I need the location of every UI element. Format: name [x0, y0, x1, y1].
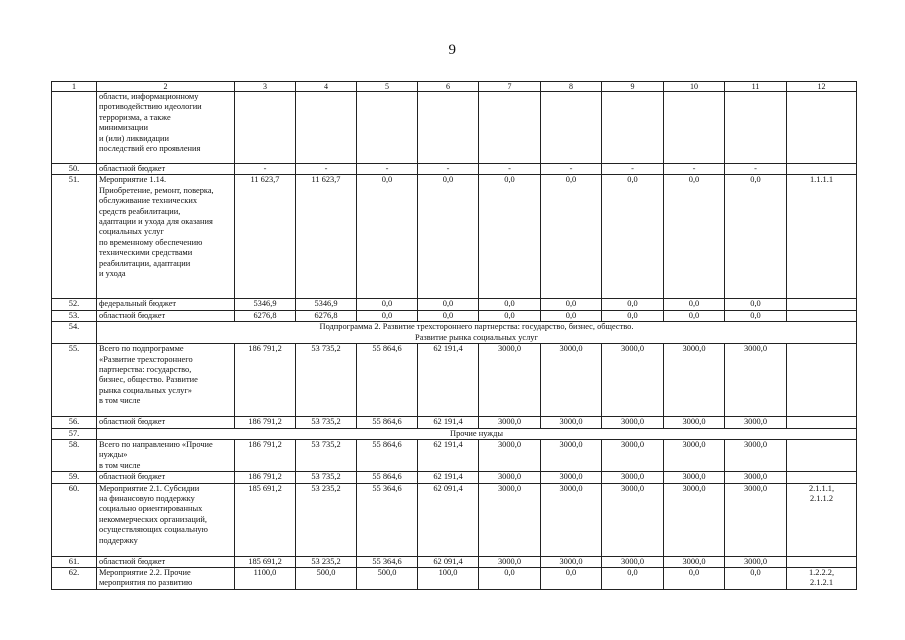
row-number: 50. [52, 164, 97, 175]
value-cell: 3000,0 [664, 440, 725, 472]
table-row [52, 428, 857, 439]
value-cell: 55 864,6 [357, 344, 418, 417]
value-cell: 500,0 [357, 568, 418, 590]
row-description: Мероприятие 2.1. Субсидии на финансовую поддержку социально ориентированных некоммерческих организаций, осуществляющих социальную поддержку [97, 483, 235, 556]
indicator-code [787, 417, 857, 428]
indicator-code [787, 299, 857, 310]
value-cell: 0,0 [725, 310, 787, 321]
value-cell: 3000,0 [541, 556, 602, 567]
row-description: области, информационному противодействию идеологии терроризма, а также минимизации и (или) ликвидации последствий его проявления [97, 92, 235, 164]
value-cell: 3000,0 [602, 344, 664, 417]
column-header: 3 [235, 82, 296, 92]
row-number: 58. [52, 440, 97, 472]
row-description: Мероприятие 2.2. Прочие мероприятия по развитию [97, 568, 235, 590]
row-number: 60. [52, 483, 97, 556]
column-header: 6 [418, 82, 479, 92]
value-cell: 0,0 [479, 568, 541, 590]
budget-table [51, 81, 857, 590]
row-number: 53. [52, 310, 97, 321]
indicator-code [787, 440, 857, 472]
value-cell: 3000,0 [602, 472, 664, 483]
value-cell: 3000,0 [479, 472, 541, 483]
value-cell: 5346,9 [296, 299, 357, 310]
section-heading: Прочие нужды [97, 428, 857, 439]
value-cell [725, 92, 787, 164]
value-cell: 0,0 [357, 299, 418, 310]
value-cell: 3000,0 [664, 417, 725, 428]
row-number: 59. [52, 472, 97, 483]
value-cell: 3000,0 [602, 440, 664, 472]
row-number [52, 92, 97, 164]
row-description: федеральный бюджет [97, 299, 235, 310]
row-description: областной бюджет [97, 164, 235, 175]
row-description: Всего по подпрограмме «Развитие трехстороннего партнерства: государство, бизнес, общество. Развитие рынка социальных услуг» в том числе [97, 344, 235, 417]
value-cell: 3000,0 [541, 417, 602, 428]
row-number: 56. [52, 417, 97, 428]
indicator-code [787, 164, 857, 175]
indicator-code [787, 92, 857, 164]
indicator-code: 2.1.1.1, 2.1.1.2 [787, 483, 857, 556]
column-header: 12 [787, 82, 857, 92]
value-cell: - [357, 164, 418, 175]
value-cell: 62 191,4 [418, 417, 479, 428]
value-cell: 55 864,6 [357, 417, 418, 428]
value-cell: 0,0 [541, 310, 602, 321]
row-number: 51. [52, 175, 97, 299]
value-cell: 0,0 [664, 299, 725, 310]
column-header: 4 [296, 82, 357, 92]
value-cell: 53 235,2 [296, 483, 357, 556]
value-cell: 186 791,2 [235, 440, 296, 472]
value-cell: 53 735,2 [296, 472, 357, 483]
value-cell: 3000,0 [602, 483, 664, 556]
value-cell [664, 92, 725, 164]
value-cell: 3000,0 [479, 440, 541, 472]
row-number: 52. [52, 299, 97, 310]
value-cell: 5346,9 [235, 299, 296, 310]
page-number: 9 [448, 42, 457, 58]
value-cell: 6276,8 [235, 310, 296, 321]
value-cell: 0,0 [602, 568, 664, 590]
value-cell: 186 791,2 [235, 344, 296, 417]
indicator-code [787, 556, 857, 567]
column-header: 9 [602, 82, 664, 92]
value-cell: 3000,0 [664, 556, 725, 567]
table-row [52, 483, 857, 556]
column-header: 8 [541, 82, 602, 92]
value-cell: 0,0 [664, 175, 725, 299]
value-cell: 0,0 [541, 568, 602, 590]
value-cell: 53 735,2 [296, 417, 357, 428]
value-cell: 0,0 [541, 299, 602, 310]
value-cell: 0,0 [479, 299, 541, 310]
value-cell: 3000,0 [664, 483, 725, 556]
value-cell: 0,0 [602, 299, 664, 310]
value-cell: 3000,0 [479, 344, 541, 417]
value-cell: 3000,0 [664, 472, 725, 483]
value-cell: 0,0 [602, 310, 664, 321]
value-cell: 53 735,2 [296, 344, 357, 417]
value-cell: 3000,0 [541, 472, 602, 483]
value-cell: 0,0 [479, 310, 541, 321]
table-row [52, 417, 857, 428]
row-description: Всего по направлению «Прочие нужды» в том числе [97, 440, 235, 472]
row-number: 57. [52, 428, 97, 439]
value-cell [296, 92, 357, 164]
table-row [52, 299, 857, 310]
value-cell: 100,0 [418, 568, 479, 590]
value-cell: 3000,0 [479, 483, 541, 556]
value-cell: 53 235,2 [296, 556, 357, 567]
value-cell: 0,0 [725, 568, 787, 590]
value-cell: 11 623,7 [296, 175, 357, 299]
value-cell: 3000,0 [725, 344, 787, 417]
column-header: 1 [52, 82, 97, 92]
value-cell: 500,0 [296, 568, 357, 590]
column-header: 5 [357, 82, 418, 92]
value-cell: 3000,0 [725, 440, 787, 472]
row-description: областной бюджет [97, 556, 235, 567]
value-cell: 6276,8 [296, 310, 357, 321]
value-cell: 3000,0 [479, 417, 541, 428]
value-cell: 0,0 [357, 175, 418, 299]
value-cell: 53 735,2 [296, 440, 357, 472]
value-cell [541, 92, 602, 164]
value-cell: 62 091,4 [418, 483, 479, 556]
row-number: 55. [52, 344, 97, 417]
value-cell: 186 791,2 [235, 472, 296, 483]
value-cell: 0,0 [357, 310, 418, 321]
value-cell: - [479, 164, 541, 175]
value-cell: 62 191,4 [418, 440, 479, 472]
table-row [52, 322, 857, 344]
value-cell: 3000,0 [725, 483, 787, 556]
row-number: 62. [52, 568, 97, 590]
value-cell: 3000,0 [725, 417, 787, 428]
value-cell: 55 364,6 [357, 556, 418, 567]
value-cell: 3000,0 [725, 472, 787, 483]
table-row [52, 440, 857, 472]
table-row [52, 92, 857, 164]
value-cell: 3000,0 [541, 483, 602, 556]
value-cell: 55 864,6 [357, 440, 418, 472]
value-cell [602, 92, 664, 164]
table-row [52, 556, 857, 567]
value-cell: 185 691,2 [235, 556, 296, 567]
value-cell: 0,0 [725, 299, 787, 310]
value-cell: 3000,0 [541, 440, 602, 472]
row-description: Мероприятие 1.14. Приобретение, ремонт, поверка, обслуживание технических средств реабилитации, адаптации и ухода для оказания социальных услуг по временному обеспечению техническими средствами реабилитации, адаптации и ухода [97, 175, 235, 299]
value-cell [235, 92, 296, 164]
value-cell: 3000,0 [602, 417, 664, 428]
value-cell: 3000,0 [479, 556, 541, 567]
value-cell [418, 92, 479, 164]
row-description: областной бюджет [97, 417, 235, 428]
column-header: 7 [479, 82, 541, 92]
row-description: областной бюджет [97, 310, 235, 321]
value-cell: - [296, 164, 357, 175]
column-header: 11 [725, 82, 787, 92]
table-row [52, 175, 857, 299]
value-cell: 185 691,2 [235, 483, 296, 556]
value-cell: 62 191,4 [418, 344, 479, 417]
value-cell: 0,0 [664, 568, 725, 590]
indicator-code: 1.1.1.1 [787, 175, 857, 299]
row-number: 61. [52, 556, 97, 567]
indicator-code [787, 344, 857, 417]
value-cell [479, 92, 541, 164]
indicator-code [787, 310, 857, 321]
value-cell: 1100,0 [235, 568, 296, 590]
value-cell [357, 92, 418, 164]
value-cell: 0,0 [418, 175, 479, 299]
table-row [52, 310, 857, 321]
value-cell: 3000,0 [725, 556, 787, 567]
value-cell: 3000,0 [664, 344, 725, 417]
table-row [52, 164, 857, 175]
value-cell: 3000,0 [541, 344, 602, 417]
value-cell: 55 864,6 [357, 472, 418, 483]
value-cell: 0,0 [725, 175, 787, 299]
value-cell: 3000,0 [602, 556, 664, 567]
indicator-code [787, 472, 857, 483]
value-cell: 0,0 [602, 175, 664, 299]
column-header: 2 [97, 82, 235, 92]
value-cell: - [664, 164, 725, 175]
column-header: 10 [664, 82, 725, 92]
value-cell: 62 091,4 [418, 556, 479, 567]
value-cell: - [235, 164, 296, 175]
value-cell: - [725, 164, 787, 175]
indicator-code: 1.2.2.2, 2.1.2.1 [787, 568, 857, 590]
value-cell: 0,0 [541, 175, 602, 299]
value-cell: - [418, 164, 479, 175]
table-row [52, 568, 857, 590]
header-row [52, 82, 857, 92]
table-row [52, 472, 857, 483]
value-cell: 0,0 [479, 175, 541, 299]
value-cell: 11 623,7 [235, 175, 296, 299]
value-cell: 55 364,6 [357, 483, 418, 556]
row-number: 54. [52, 322, 97, 344]
value-cell: 0,0 [418, 310, 479, 321]
value-cell: 186 791,2 [235, 417, 296, 428]
value-cell: - [541, 164, 602, 175]
value-cell: 62 191,4 [418, 472, 479, 483]
value-cell: 0,0 [418, 299, 479, 310]
value-cell: 0,0 [664, 310, 725, 321]
table-row [52, 344, 857, 417]
section-heading: Подпрограмма 2. Развитие трехстороннего партнерства: государство, бизнес, общество. Развитие рынка социальных услуг [97, 322, 857, 344]
value-cell: - [602, 164, 664, 175]
row-description: областной бюджет [97, 472, 235, 483]
